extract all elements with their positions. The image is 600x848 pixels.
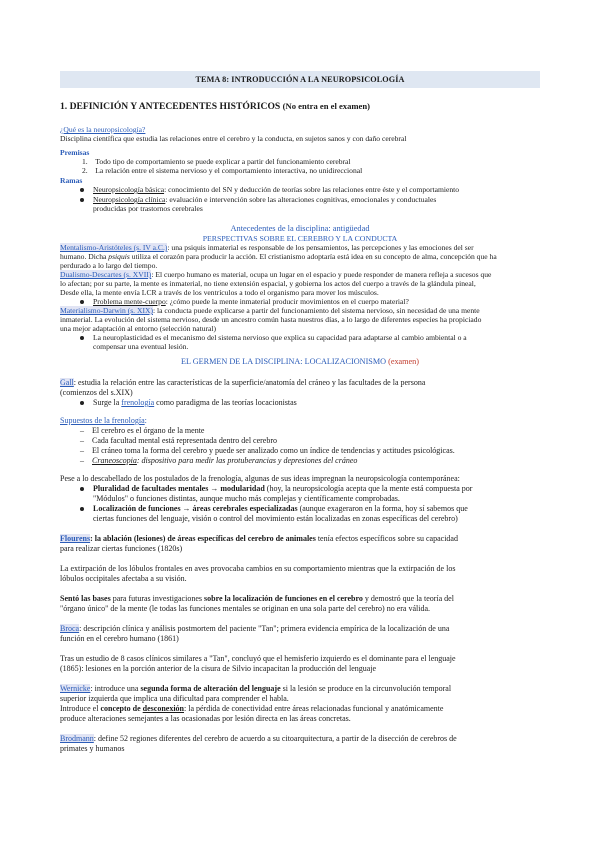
list-item: – Craneoscopia: dispositivo para medir las protuberancias y depresiones del cráneo — [80, 456, 358, 465]
sento-line: Sentó las bases para futuras investigaciones sobre la localización de funciones en el cerebro y demostró que la teoría del — [60, 594, 454, 603]
bullet-icon — [80, 507, 84, 511]
tan-line: Tras un estudio de 8 casos clínicos similares a "Tan", concluyó que el hemisferio izquierdo es el dominante para el lenguaje — [60, 654, 456, 663]
broca-line: Broca: descripción clínica y análisis postmortem del paciente "Tan"; primera evidencia empírica de la localización de una — [60, 624, 450, 633]
gall-line: (comienzos del s.XIX) — [60, 388, 133, 397]
question-heading: ¿Qué es la neuropsicología? — [60, 125, 146, 134]
list-item: Pluralidad de facultades mentales → modularidad (hoy, la neuropsicología acepta que la mente está compuesta por — [80, 484, 472, 494]
list-item: – El cráneo toma la forma del cerebro y puede ser analizado como un índice de tendencias y actitudes psicológicas. — [80, 446, 455, 455]
bullet-icon — [80, 188, 84, 192]
list-item: Problema mente-cuerpo: ¿cómo puede la mente inmaterial producir movimientos en el cuerpo material? — [80, 297, 409, 307]
mentalismo-line: humano. Dicha psiquis utiliza el corazón para producir la acción. El cristianismo adoptaría está idea en su concepto de alma, concepción que ha — [60, 252, 497, 261]
materialismo-line: inmaterial. La evolución del sistema nervioso, desde un ancestro común hasta nuestros días, a lo largo de diferentes especies ha propiciado — [60, 315, 482, 324]
sento-line: "órgano único" de la mente (le todas las funciones mentales se originan en una sola parte del cerebro) no era válida. — [60, 604, 431, 613]
bullet-icon — [80, 300, 84, 304]
list-item: – Cada facultad mental está representada dentro del cerebro — [80, 436, 278, 445]
list-item: 2. La relación entre el sistema nervioso y el comportamiento interactiva, no unidireccional — [82, 166, 363, 175]
list-item: 1. Todo tipo de comportamiento se puede explicar a partir del funcionamiento cerebral — [82, 157, 351, 166]
tan-line: (1865): lesiones en la porción anterior de la cisura de Silvio incapacitan la producción del lenguaje — [60, 664, 377, 673]
wernicke-line: Introduce el concepto de desconexión: la pérdida de conectividad entre áreas relacionadas funcional y anatómicamente — [60, 704, 444, 713]
premisas-label: Premisas — [60, 148, 90, 157]
brodmann-line: primates y humanos — [60, 744, 125, 753]
germen-title: EL GERMEN DE LA DISCIPLINA: LOCALIZACIONISMO (examen) — [180, 357, 420, 366]
wernicke-line: superior izquierda que implica una dificultad para comprender el habla. — [60, 694, 289, 703]
pese-intro: Pese a lo descabellado de los postulados de la frenología, algunas de sus ideas impregnan la neuropsicología contemporánea: — [60, 474, 460, 483]
antecedentes-title: Antecedentes de la disciplina: antigüedad — [230, 224, 370, 233]
flourens-line: Flourens: la ablación (lesiones) de áreas específicas del cerebro de animales tenía efectos específicos sobre su capacidad — [60, 534, 458, 543]
section-heading: 1. DEFINICIÓN Y ANTECEDENTES HISTÓRICOS (No entra en el examen) — [60, 101, 371, 112]
list-item: Neuropsicología clínica: evaluación e intervención sobre las alteraciones cognitivas, emocionales y conductuales — [80, 195, 436, 205]
dualismo-line: Dualismo-Descartes (s. XVII): El cuerpo humano es material, ocupa un lugar en el espacio y puede responder de manera refleja a sucesos que — [60, 270, 492, 279]
list-item: Neuropsicología básica: conocimiento del SN y deducción de teorías sobre las relaciones entre éste y el comportamiento — [80, 185, 459, 195]
extirpacion-line: lóbulos occipitales afectaba a su visión. — [60, 574, 187, 583]
broca-line: función en el cerebro humano (1861) — [60, 634, 179, 643]
wernicke-line: produce alteraciones semejantes a las ocasionadas por lesión directa en las áreas concretas. — [60, 714, 351, 723]
page-title: TEMA 8: INTRODUCCIÓN A LA NEUROPSICOLOGÍA — [60, 71, 540, 88]
list-item: La neuroplasticidad es el mecanismo del sistema nervioso que explica su capacidad para adaptarse al cambio ambiental o a — [80, 333, 467, 343]
brodmann-line: Brodmann: define 52 regiones diferentes del cerebro de acuerdo a su citoarquitectura, a partir de la disección de cerebros de — [60, 734, 457, 743]
list-item: Surge la frenología como paradigma de las teorías locacionistas — [80, 398, 297, 408]
list-item-cont: ciertas funciones del lenguaje, visión o control del movimiento están localizadas en zonas específicas del cerebro) — [93, 514, 458, 523]
mentalismo-line: Mentalismo-Aristóteles (s. IV a.C.): una psiquis inmaterial es responsable de los pensamientos, las percepciones y las emociones del ser — [60, 243, 474, 252]
materialismo-line: una mejor adaptación al entorno (selección natural) — [60, 324, 217, 333]
ramas-label: Ramas — [60, 176, 83, 185]
extirpacion-line: La extirpación de los lóbulos frontales en aves provocaba cambios en su comportamiento mientras que la extirpación de los — [60, 564, 456, 573]
bullet-icon — [80, 198, 84, 202]
list-item: Localización de funciones → áreas cerebrales especializadas (aunque exageraron en la forma, hoy sí sabemos que — [80, 504, 468, 514]
definition: Disciplina científica que estudia las relaciones entre el cerebro y la conducta, en sujetos sanos y con daño cerebral — [60, 134, 407, 143]
list-item: – El cerebro es el órgano de la mente — [80, 426, 205, 435]
flourens-line: para realizar ciertas funciones (1820s) — [60, 544, 183, 553]
mentalismo-line: perdurado a lo largo del tiempo. — [60, 261, 158, 270]
gall-line: Gall: estudia la relación entre las características de la superficie/anatomía del cráneo y las facultades de la persona — [60, 378, 426, 387]
bullet-icon — [80, 401, 84, 405]
list-item-cont: compensar una eventual lesión. — [93, 342, 189, 351]
dualismo-line: lo afectan; por su parte, la mente es inmaterial, no tiene extensión espacial, y gobierna los actos del cuerpo a través de la glándula pineal, — [60, 279, 476, 288]
materialismo-line: Materialismo-Darwin (s. XIX): la conducta puede explicarse a partir del funcionamiento del sistema nervioso, sin necesidad de una mente — [60, 306, 480, 315]
bullet-icon — [80, 336, 84, 340]
supuestos-label: Supuestos de la frenología: — [60, 416, 147, 425]
list-item-cont: "Módulos" o funciones distintas, aunque mucho más complejas y científicamente comprobadas. — [93, 494, 400, 503]
list-item-cont: producidas por trastornos cerebrales — [93, 204, 203, 213]
dualismo-line: Desde ella, la mente envía LCR a través de los ventrículos a todo el organismo para mover los músculos. — [60, 288, 379, 297]
wernicke-line: Wernicke: introduce una segunda forma de alteración del lenguaje si la lesión se produce en la circunvolución temporal — [60, 684, 452, 693]
antecedentes-subtitle: PERSPECTIVAS SOBRE EL CEREBRO Y LA CONDUCTA — [202, 234, 398, 243]
bullet-icon — [80, 487, 84, 491]
